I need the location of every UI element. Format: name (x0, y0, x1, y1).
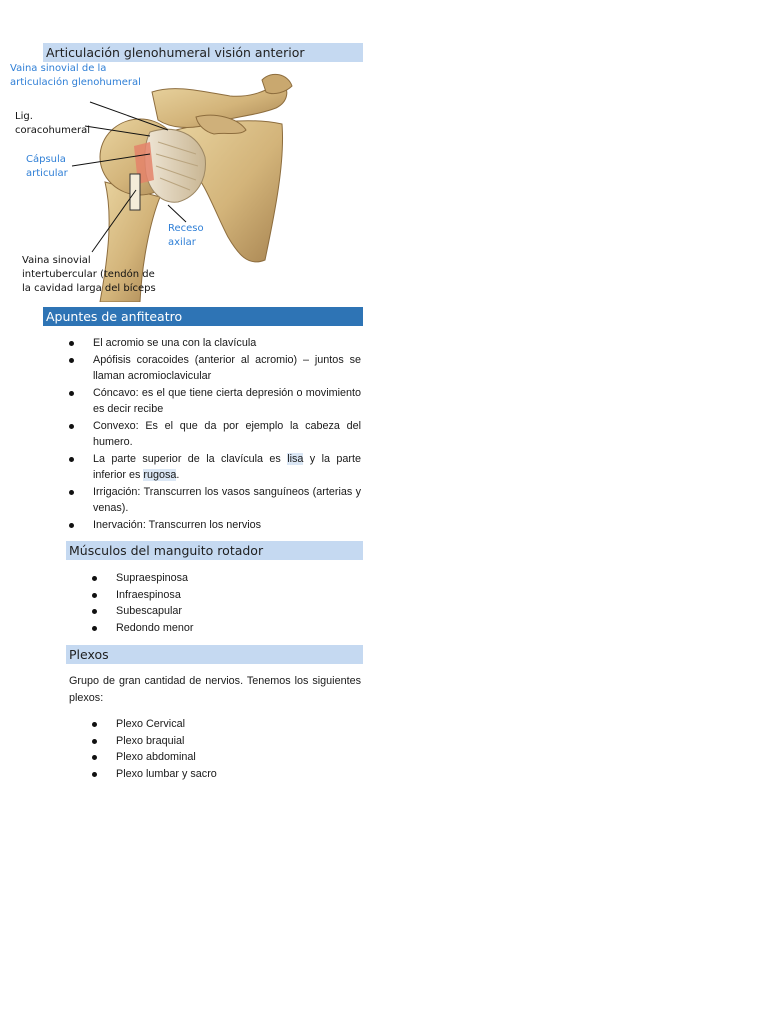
label-capsula-line2: articular (26, 168, 68, 179)
list-item-text: La parte superior de la clavícula es (93, 452, 288, 465)
label-intertubercular-line3: la cavidad larga del bíceps (22, 283, 156, 294)
bullet-icon (92, 722, 97, 727)
list-item-text: Subescapular (116, 605, 183, 617)
apuntes-heading: Apuntes de anfiteatro (43, 307, 363, 326)
bullet-icon (92, 593, 97, 598)
plexos-list (92, 716, 352, 782)
list-item-text: y la parte inferior es (93, 452, 361, 481)
list-item (69, 385, 361, 418)
list-item-text: Redondo menor (116, 621, 194, 634)
label-capsula-articular (26, 153, 68, 181)
bullet-icon (69, 490, 74, 495)
list-item-text: Apófisis coracoides (anterior al acromio) – juntos se llaman acromioclavicular (93, 353, 361, 382)
label-capsula-line1: Cápsula (26, 154, 66, 165)
list-item-text: . (176, 469, 180, 481)
list-item-text: Plexo abdominal (116, 751, 196, 763)
list-item (92, 587, 352, 604)
bullet-icon (69, 523, 74, 528)
list-item-text: Infraespinosa (116, 588, 181, 601)
bullet-icon (92, 739, 97, 744)
label-vaina-intertubercular (22, 254, 156, 296)
list-item (69, 451, 361, 484)
list-item-text: Plexo Cervical (116, 718, 186, 730)
label-lig-coracohumeral (15, 110, 90, 138)
list-item (69, 517, 361, 534)
musculos-list (92, 570, 352, 636)
bullet-icon (92, 755, 97, 760)
list-item-text: El acromio se una con la clavícula (93, 337, 257, 349)
bullet-icon (92, 772, 97, 777)
list-item (92, 766, 352, 783)
label-receso-line1: Receso (168, 223, 204, 234)
bullet-icon (69, 358, 74, 363)
bullet-icon (92, 626, 97, 631)
list-item (92, 749, 352, 766)
figure-title: Articulación glenohumeral visión anterior (43, 43, 363, 62)
bullet-icon (69, 391, 74, 396)
musculos-heading: Músculos del manguito rotador (66, 541, 363, 560)
highlighted-word: rugosa (143, 469, 177, 481)
label-vaina-sinovial-line1: Vaina sinovial de la (10, 63, 107, 74)
list-item (92, 570, 352, 587)
list-item (69, 484, 361, 517)
list-item (92, 716, 352, 733)
list-item-text: Inervación: Transcurren los nervios (93, 518, 262, 531)
bullet-icon (69, 341, 74, 346)
label-vaina-sinovial (10, 62, 141, 90)
bullet-icon (92, 609, 97, 614)
highlighted-word: lisa (287, 452, 304, 465)
bullet-icon (92, 576, 97, 581)
list-item-text: Supraespinosa (116, 572, 189, 584)
list-item (92, 620, 352, 637)
label-intertubercular-line2: intertubercular (tendón de (22, 269, 155, 280)
label-vaina-sinovial-line2: articulación glenohumeral (10, 77, 141, 88)
label-receso-line2: axilar (168, 237, 196, 248)
label-lig-line2: coracohumeral (15, 125, 91, 136)
list-item (69, 335, 361, 352)
bullet-icon (69, 457, 74, 462)
list-item-text: Plexo lumbar y sacro (116, 767, 217, 780)
plexos-paragraph: Grupo de gran cantidad de nervios. Tenemos los siguientes plexos: (69, 675, 361, 704)
shoulder-anatomy-figure (0, 62, 300, 302)
label-receso-axilar (168, 222, 204, 250)
list-item (69, 352, 361, 385)
list-item-text: Plexo braquial (116, 734, 185, 747)
list-item (92, 603, 352, 620)
label-intertubercular-line1: Vaina sinovial (22, 255, 91, 266)
bullet-icon (69, 424, 74, 429)
list-item-text: Irrigación: Transcurren los vasos sanguíneos (arterias y venas). (93, 485, 361, 514)
plexos-heading: Plexos (66, 645, 363, 664)
list-item-text: Convexo: Es el que da por ejemplo la cabeza del humero. (93, 419, 361, 448)
list-item-text: Cóncavo: es el que tiene cierta depresión o movimiento es decir recibe (93, 386, 361, 415)
list-item (92, 733, 352, 750)
apuntes-list (69, 335, 361, 533)
list-item (69, 418, 361, 451)
label-lig-line1: Lig. (15, 111, 33, 122)
